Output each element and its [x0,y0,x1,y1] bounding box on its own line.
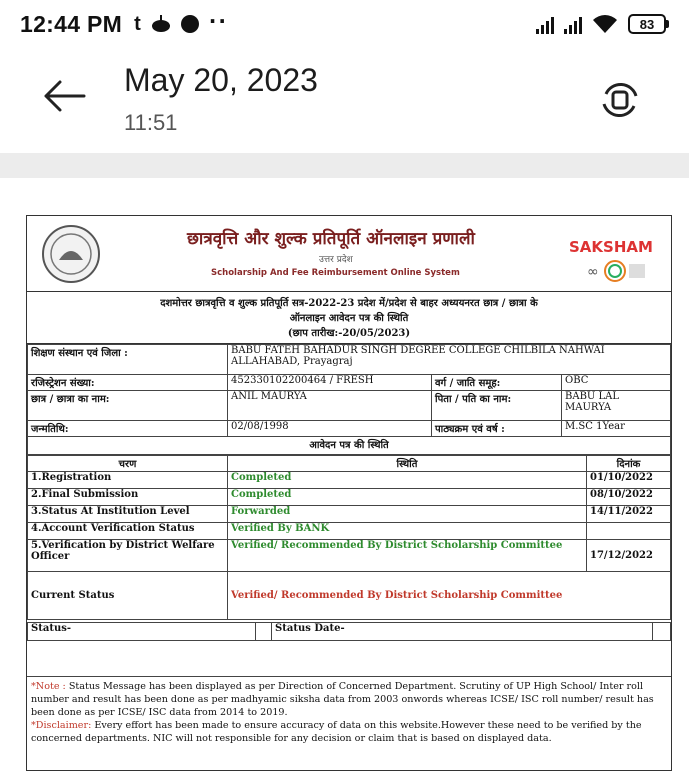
status-cell: Verified By BANK [228,523,587,540]
up-emblem-icon [41,224,101,284]
table-row [28,523,671,540]
signal-icon [564,16,582,34]
table-row [28,540,671,572]
portal-title-english: Scholarship And Fee Reimbursement Online System [211,268,460,278]
status-cell: Verified/ Recommended By District Scholarship Committee [228,540,587,572]
disclaimer-label: *Disclaimer: [31,720,92,731]
portal-title-hindi: छात्रवृत्ति और शुल्क प्रतिपूर्ति ऑनलाइन प्रणाली [187,229,475,249]
status-bar [0,0,689,48]
back-arrow-icon[interactable] [40,76,88,116]
caste-value: OBC [562,375,671,391]
application-notice [27,292,671,344]
table-row [28,472,671,489]
disclaimer-text: Every effort has been made to ensure accuracy of data on this website.However these need to be verified by the concerned departments. NIC will not responsible for any decision or claim that is based on displayed data. [31,720,642,744]
document-image [26,215,672,771]
notice-line-3: (छाप तारीख:-20/05/2023) [287,328,411,339]
father-value: BABU LAL MAURYA [562,391,671,421]
reg-label: रजिस्ट्रेशन संख्या: [28,375,228,391]
note-label: *Note : [31,681,66,692]
note-text: Status Message has been displayed as per Direction of Concerned Department. Scrutiny of UP High School/ Inter roll number and result has been done as per madhyamic siksha data from 2003 onwords whereas ICSE/ ISC roll number/ result has been done as per ICSE/ ISC data from 2014 to 2019. [31,681,654,718]
current-status-value: Verified/ Recommended By District Scholarship Committee [228,572,671,620]
page-subtitle: 11:51 [124,110,178,135]
wifi-icon [592,14,618,34]
course-label: पाठ्यक्रम एवं वर्ष : [432,421,562,437]
father-label: पिता / पति का नाम: [432,391,562,421]
current-status-row [28,572,671,620]
status-table [27,455,671,620]
rotate-icon[interactable] [598,78,642,122]
date-cell [587,523,671,540]
chat-bubble-icon [181,15,199,33]
saksham-label: SAKSHAM [569,238,653,256]
more-icon: ·· [208,9,228,33]
course-value: M.SC 1Year [562,421,671,437]
page-title: May 20, 2023 [124,62,318,98]
document-header [27,216,671,292]
notes-section [27,676,671,748]
stage-cell: 3.Status At Institution Level [28,506,228,523]
current-status-label: Current Status [28,572,228,620]
applicant-info-table [27,344,671,455]
header-status: स्थिति [228,456,587,472]
dob-label: जन्मतिथि: [28,421,228,437]
state-label: उत्तर प्रदेश [319,255,353,265]
date-cell: 08/10/2022 [587,489,671,506]
date-cell: 01/10/2022 [587,472,671,489]
institution-value: BABU FATEH BAHADUR SINGH DEGREE COLLEGE CHILBILA NAHWAI ALLAHABAD, Prayagraj [228,345,671,375]
stage-cell: 4.Account Verification Status [28,523,228,540]
svg-text:∞: ∞ [587,264,599,280]
status-label: Status- [28,623,256,641]
stage-cell: 2.Final Submission [28,489,228,506]
azadi-logo-icon [585,258,647,284]
date-cell: 14/11/2022 [587,506,671,523]
t-icon: t [134,12,141,35]
table-row [28,489,671,506]
student-label: छात्र / छात्रा का नाम: [28,391,228,421]
date-cell: 17/12/2022 [587,540,671,572]
status-date-label: Status Date- [272,623,653,641]
app-bar [0,48,689,153]
system-icons [536,14,669,34]
battery-icon [628,14,669,34]
caste-label: वर्ग / जाति समूह: [432,375,562,391]
status-section-title: आवेदन पत्र की स्थिति [28,437,671,455]
signal-icon [536,16,554,34]
notice-line-2: ऑनलाइन आवेदन पत्र की स्थिति [289,313,409,324]
food-icon [151,15,171,33]
battery-level: 83 [628,14,666,34]
stage-cell: 1.Registration [28,472,228,489]
status-cell: Completed [228,489,587,506]
header-stage: चरण [28,456,228,472]
status-cell: Completed [228,472,587,489]
notification-icons [134,9,228,36]
notice-line-1: दशमोत्तर छात्रवृत्ति व शुल्क प्रतिपूर्ति सत्र-2022-23 प्रदेश में/प्रदेश से बाहर अध्ययनरत छात्र / छात्रा के [160,298,538,309]
divider [0,153,689,178]
status-time: 12:44 PM [20,10,123,37]
institution-label: शिक्षण संस्थान एवं जिला : [28,345,228,375]
status-footer-table [27,622,671,641]
status-cell: Forwarded [228,506,587,523]
student-value: ANIL MAURYA [228,391,432,421]
stage-cell: 5.Verification by District Welfare Officer [28,540,228,572]
dob-value: 02/08/1998 [228,421,432,437]
table-row [28,506,671,523]
reg-value: 452330102200464 / FRESH [228,375,432,391]
header-date: दिनांक [587,456,671,472]
